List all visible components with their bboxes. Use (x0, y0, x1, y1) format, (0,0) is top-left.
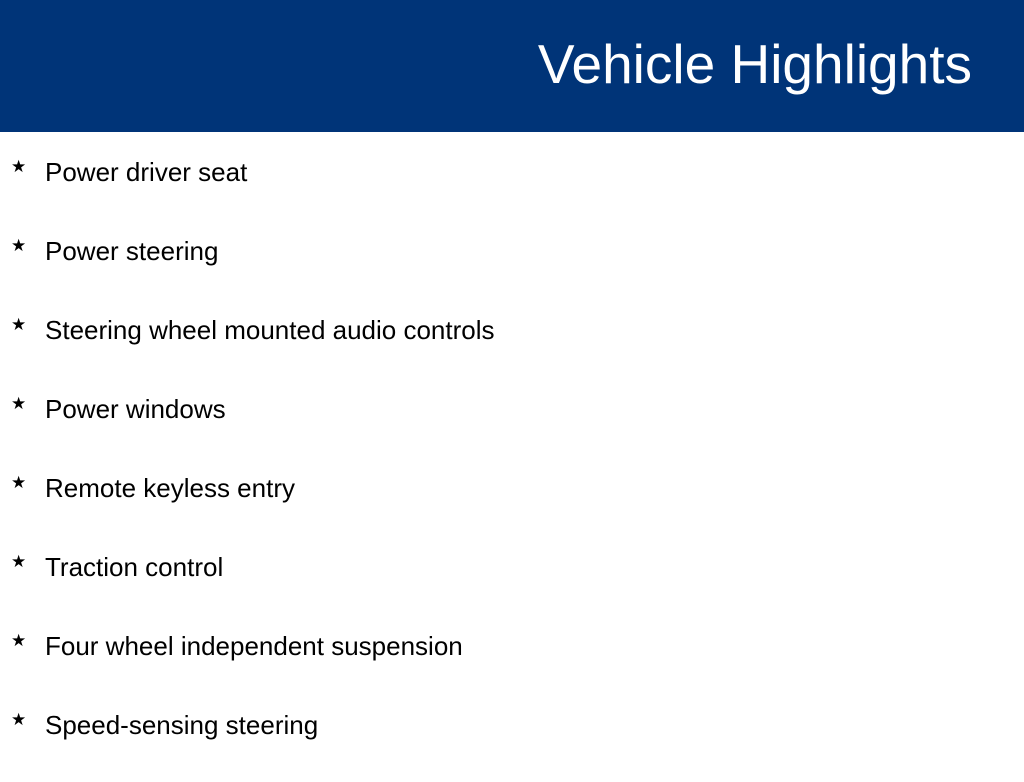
star-icon: ★ (11, 315, 27, 335)
list-item-label: Power driver seat (45, 157, 248, 187)
star-icon: ★ (11, 473, 27, 493)
star-icon: ★ (11, 236, 27, 256)
star-icon: ★ (11, 710, 27, 730)
header-banner (0, 0, 1024, 132)
star-icon: ★ (11, 631, 27, 651)
list-item (0, 703, 1024, 782)
list-item-label: Steering wheel mounted audio controls (45, 315, 495, 345)
page-title: Vehicle Highlights (537, 33, 972, 95)
list-item (0, 387, 1024, 466)
list-item-label: Power steering (45, 236, 219, 266)
star-icon: ★ (11, 394, 27, 414)
list-item (0, 150, 1024, 229)
list-item-label: Power windows (45, 394, 226, 424)
list-item-label: Traction control (45, 552, 224, 582)
list-item (0, 466, 1024, 545)
list-item (0, 229, 1024, 308)
list-item (0, 624, 1024, 703)
list-item (0, 308, 1024, 387)
highlights-list (0, 150, 1024, 782)
list-item-label: Four wheel independent suspension (45, 631, 463, 661)
star-icon: ★ (11, 157, 27, 177)
star-icon: ★ (11, 552, 27, 572)
list-item (0, 545, 1024, 624)
list-item-label: Speed-sensing steering (45, 710, 319, 740)
list-item-label: Remote keyless entry (45, 473, 295, 503)
